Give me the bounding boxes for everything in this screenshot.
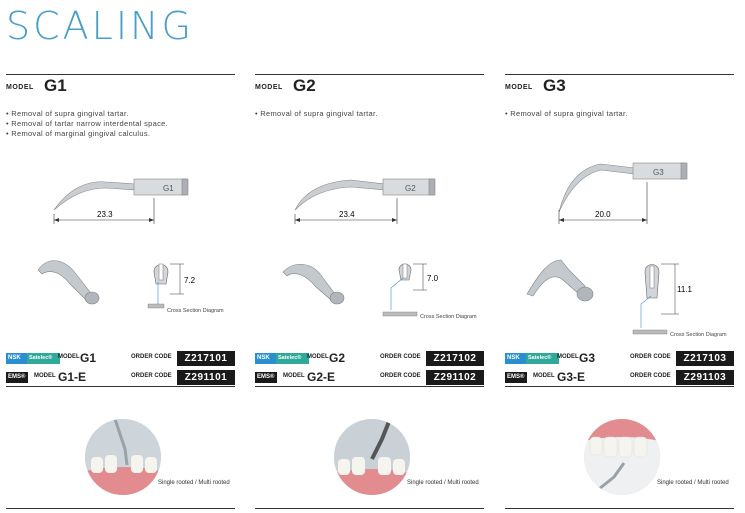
tip-label: G2 [405, 184, 416, 193]
order-code: Z217101 [177, 351, 235, 366]
order-code-label: ORDER CODE [380, 373, 421, 379]
order-row-nsk [505, 351, 734, 367]
order-code-label: ORDER CODE [131, 354, 172, 360]
nsk-model: G1 [80, 351, 97, 365]
order-row-nsk [6, 351, 235, 367]
ems-model: G2-E [307, 370, 336, 384]
description-line: • Removal of tartar narrow interdental space. [6, 119, 169, 128]
rooted-caption: Single rooted / Multi rooted [657, 480, 729, 486]
model-name: G1 [44, 76, 67, 95]
ems-badge: EMS® [6, 372, 28, 383]
length-dimension: 23.4 [339, 210, 355, 219]
description [505, 109, 628, 119]
usage-photo [334, 419, 410, 495]
cross-section-caption: Cross Section Diagram [167, 308, 224, 314]
nsk-badge: NSK [255, 353, 277, 364]
divider [6, 508, 235, 509]
order-row-nsk [255, 351, 484, 367]
satelec-badge: Satelec® [276, 353, 309, 364]
ems-badge: EMS® [255, 372, 277, 383]
satelec-badge: Satelec® [526, 353, 559, 364]
usage-illustration [584, 419, 660, 495]
usage-photo [584, 419, 660, 495]
product-g2 [255, 74, 484, 509]
length-dimension: 20.0 [595, 210, 611, 219]
rooted-caption: Single rooted / Multi rooted [407, 480, 479, 486]
model-label: MODEL [34, 373, 56, 379]
order-code-label: ORDER CODE [380, 354, 421, 360]
order-row-ems [505, 370, 734, 386]
order-row-ems [6, 370, 235, 386]
order-row-ems [255, 370, 484, 386]
order-code: Z291103 [676, 370, 734, 385]
model-name: G3 [543, 76, 566, 95]
divider [6, 74, 235, 75]
divider [505, 386, 734, 387]
ems-model: G3-E [557, 370, 586, 384]
description-line: • Removal of supra gingival tartar. [6, 109, 129, 118]
nsk-badge: NSK [6, 353, 28, 364]
rooted-caption: Single rooted / Multi rooted [158, 480, 230, 486]
tip-side-drawing [6, 154, 235, 244]
tip-label: G3 [653, 168, 664, 177]
model-label: MODEL [255, 84, 283, 91]
order-code: Z217102 [426, 351, 484, 366]
order-code-label: ORDER CODE [630, 354, 671, 360]
nsk-model: G3 [579, 351, 596, 365]
divider [505, 74, 734, 75]
satelec-badge: Satelec® [27, 353, 60, 364]
length-dimension: 23.3 [97, 210, 113, 219]
model-name: G2 [293, 76, 316, 95]
usage-illustration [85, 419, 161, 495]
description-line: • Removal of supra gingival tartar. [255, 109, 378, 118]
model-label: MODEL [557, 354, 579, 360]
cross-section-caption: Cross Section Diagram [420, 314, 477, 320]
order-code: Z291101 [177, 370, 235, 385]
model-label: MODEL [283, 373, 305, 379]
order-code-label: ORDER CODE [131, 373, 172, 379]
model-label: MODEL [307, 354, 329, 360]
nsk-badge: NSK [505, 353, 527, 364]
ems-badge: EMS® [505, 372, 527, 383]
description-line: • Removal of supra gingival tartar. [505, 109, 628, 118]
description [6, 109, 168, 139]
description-line: • Removal of marginal gingival calculus. [6, 129, 151, 138]
product-g3 [505, 74, 734, 509]
model-label: MODEL [505, 84, 533, 91]
usage-illustration [334, 419, 410, 495]
model-label: MODEL [6, 84, 34, 91]
tip-3d-drawing [34, 252, 104, 312]
ems-model: G1-E [58, 370, 87, 384]
divider [6, 386, 235, 387]
height-dimension: 7.0 [427, 274, 439, 283]
product-g1 [6, 74, 235, 509]
tip-side-drawing [505, 154, 734, 244]
order-code: Z217103 [676, 351, 734, 366]
usage-photo [85, 419, 161, 495]
tip-3d-drawing [525, 250, 605, 310]
height-dimension: 11.1 [677, 285, 692, 294]
tip-label: G1 [163, 184, 174, 193]
divider [255, 508, 484, 509]
order-code: Z291102 [426, 370, 484, 385]
order-code-label: ORDER CODE [630, 373, 671, 379]
page-title: SCALING [6, 4, 194, 48]
divider [505, 508, 734, 509]
tip-3d-drawing [279, 252, 349, 312]
divider [255, 386, 484, 387]
tip-side-drawing [255, 154, 484, 244]
model-label: MODEL [58, 354, 80, 360]
divider [255, 74, 484, 75]
description [255, 109, 378, 119]
model-label: MODEL [533, 373, 555, 379]
nsk-model: G2 [329, 351, 346, 365]
height-dimension: 7.2 [184, 276, 196, 285]
cross-section-caption: Cross Section Diagram [670, 332, 727, 338]
